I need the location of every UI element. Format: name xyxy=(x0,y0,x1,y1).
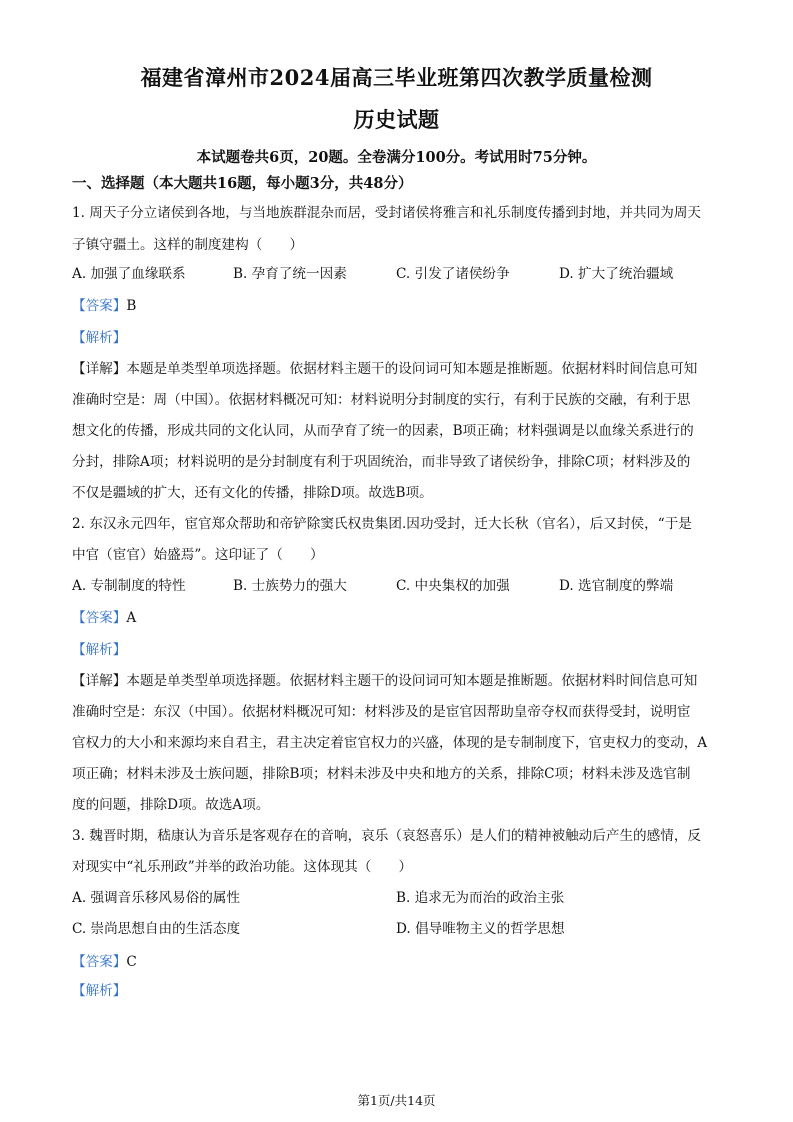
q2-analysis-label xyxy=(72,638,126,658)
q3-answer xyxy=(72,950,137,970)
q2-detail-line: 度的问题，排除D项。故选A项。 xyxy=(72,797,270,813)
q2-answer-value: A xyxy=(126,610,137,626)
q2-detail-line: 官权力的大小和来源均来自君主，君主决定着宦官权力的兴盛，体现的是专制制度下，官吏权力的变动，A xyxy=(72,735,708,751)
q1-detail-line: 准确时空是：周（中国）。依据材料概况可知：材料说明分封制度的实行，有利于民族的交融，有利于思 xyxy=(72,392,691,408)
q3-stem-line: 对现实中“礼乐刑政”并举的政治功能。这体现其（ ） xyxy=(72,859,413,875)
answer-label: 【答案】 xyxy=(72,298,127,314)
page-number: 第1页/共14页 xyxy=(357,1093,436,1108)
detail-label: 【详解】 xyxy=(72,361,127,377)
q1-detail-line xyxy=(72,357,697,377)
q1-options xyxy=(72,262,732,282)
q2-option-c: C. 中央集权的加强 xyxy=(396,578,510,594)
q1-analysis-label xyxy=(72,326,126,346)
q1-detail-line: 想文化的传播，形成共同的文化认同，从而孕育了统一的因素，B项正确；材料强调是以血缘关系进行的 xyxy=(72,423,694,439)
q1-stem-line: 1. 周天子分立诸侯到各地，与当地族群混杂而居，受封诸侯将雅言和礼乐制度传播到封地，并共同为周天 xyxy=(72,205,702,221)
detail-label: 【详解】 xyxy=(72,673,127,689)
q1-answer xyxy=(72,294,136,314)
q3-options-row1 xyxy=(72,886,732,906)
q3-analysis-label xyxy=(72,979,126,999)
exam-info: 本试题卷共6页，20题。全卷满分100分。考试用时75分钟。 xyxy=(196,149,597,166)
analysis-label: 【解析】 xyxy=(72,642,127,658)
q1-answer-value: B xyxy=(126,298,137,314)
q2-detail-line xyxy=(72,669,697,689)
q1-detail-line: 分封，排除A项；材料说明的是分封制度有利于巩固统治，而非导致了诸侯纷争，排除C项；材料涉及的 xyxy=(72,454,691,470)
q2-detail-text: 本题是单类型单项选择题。依据材料主题干的设问词可知本题是推断题。依据材料时间信息可知 xyxy=(126,673,698,689)
q3-option-a: A. 强调音乐移风易俗的属性 xyxy=(72,890,240,906)
analysis-label: 【解析】 xyxy=(72,983,127,999)
answer-label: 【答案】 xyxy=(72,954,127,970)
q3-stem-line: 3. 魏晋时期，嵇康认为音乐是客观存在的音响，哀乐（哀怒喜乐）是人们的精神被触动后产生的感情，反 xyxy=(72,828,702,844)
q1-option-d: D. 扩大了统治疆域 xyxy=(559,266,674,282)
section-heading: 一、选择题（本大题共16题，每小题3分，共48分） xyxy=(72,175,413,192)
q3-option-b: B. 追求无为而治的政治主张 xyxy=(396,890,565,906)
q3-options-row2 xyxy=(72,917,732,937)
q2-stem-line: 中官（宦官）始盛焉”。这印证了（ ） xyxy=(72,547,324,563)
q1-detail-text: 本题是单类型单项选择题。依据材料主题干的设问词可知本题是推断题。依据材料时间信息可知 xyxy=(126,361,698,377)
analysis-label: 【解析】 xyxy=(72,330,127,346)
answer-label: 【答案】 xyxy=(72,610,127,626)
q3-option-d: D. 倡导唯物主义的哲学思想 xyxy=(396,921,565,937)
q2-option-d: D. 选官制度的弊端 xyxy=(559,578,674,594)
q1-option-b: B. 孕育了统一因素 xyxy=(233,266,347,282)
q1-stem-line: 子镇守疆土。这样的制度建构（ ） xyxy=(72,237,304,253)
q2-option-b: B. 士族势力的强大 xyxy=(233,578,347,594)
q2-detail-line: 准确时空是：东汉（中国）。依据材料概况可知：材料涉及的是宦官因帮助皇帝夺权而获得受封，说明宦 xyxy=(72,704,691,720)
q2-detail-line: 项正确；材料未涉及士族问题，排除B项；材料未涉及中央和地方的关系，排除C项；材料未涉及选官制 xyxy=(72,766,691,782)
q1-detail-line: 不仅是疆域的扩大，还有文化的传播，排除D项。故选B项。 xyxy=(72,485,433,501)
q2-stem-line: 2. 东汉永元四年，宦官郑众帮助和帝铲除窦氏权贵集团.因功受封，迁大长秋（官名），后又封侯，“于是 xyxy=(72,516,692,532)
q1-option-a: A. 加强了血缘联系 xyxy=(72,266,186,282)
q2-answer xyxy=(72,606,136,626)
exam-title: 福建省漳州市2024届高三毕业班第四次教学质量检测 xyxy=(140,65,653,90)
exam-subject: 历史试题 xyxy=(353,107,440,132)
q3-answer-value: C xyxy=(126,954,137,970)
q2-options xyxy=(72,574,732,594)
q3-option-c: C. 崇尚思想自由的生活态度 xyxy=(72,921,241,937)
q2-option-a: A. 专制制度的特性 xyxy=(72,578,186,594)
q1-option-c: C. 引发了诸侯纷争 xyxy=(396,266,510,282)
